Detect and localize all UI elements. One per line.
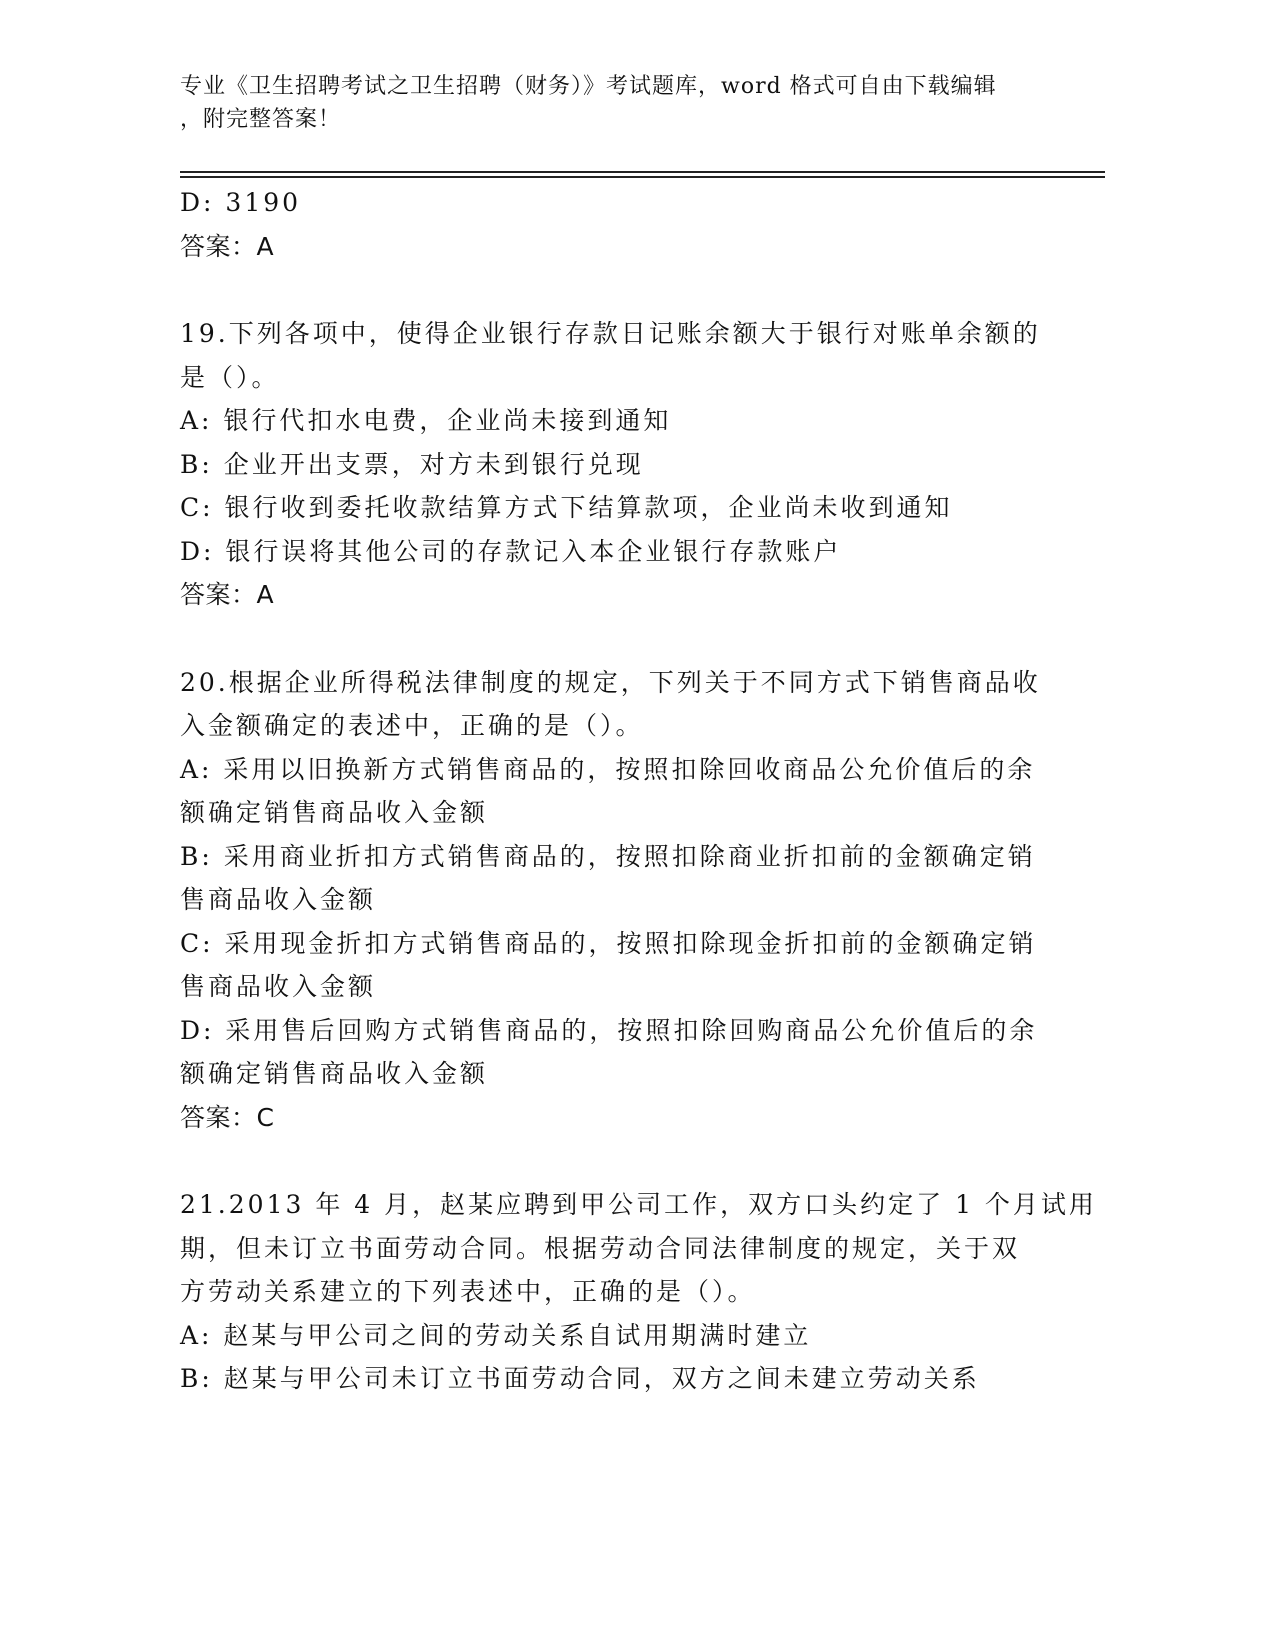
spacer [180, 617, 1050, 661]
header-line-2: ，附完整答案！ [180, 107, 342, 132]
option-c: C: 银行收到委托收款结算方式下结算款项，企业尚未收到通知 [180, 493, 953, 522]
option-d: D: 银行误将其他公司的存款记入本企业银行存款账户 [180, 536, 842, 566]
question-stem: 19.下列各项中，使得企业银行存款日记账余额大于银行对账单余额的 [180, 319, 1041, 348]
question-stem: 期，但未订立书面劳动合同。根据劳动合同法律制度的规定，关于双 [180, 1233, 1021, 1263]
spacer [180, 1139, 1050, 1183]
page-header [180, 70, 1060, 136]
question-stem: 21.2013 年 4 月，赵某应聘到甲公司工作，双方口头约定了 1 个月试用 [180, 1190, 1097, 1219]
previous-question-tail [180, 181, 1050, 268]
question-20 [180, 661, 1050, 1140]
option-c: C: 采用现金折扣方式销售商品的，按照扣除现金折扣前的金额确定销 [180, 928, 1037, 958]
option-b: 售商品收入金额 [180, 885, 377, 914]
option-a: A: 银行代扣水电费，企业尚未接到通知 [180, 406, 672, 435]
header-divider-top [180, 171, 1105, 173]
question-stem: 方劳动关系建立的下列表述中，正确的是（）。 [180, 1277, 756, 1306]
question-stem: 20.根据企业所得税法律制度的规定，下列关于不同方式下销售商品收 [180, 667, 1041, 697]
option-b: B: 企业开出支票，对方未到银行兑现 [180, 449, 644, 479]
option-b: B: 采用商业折扣方式销售商品的，按照扣除商业折扣前的金额确定销 [180, 841, 1036, 871]
question-stem: 入金额确定的表述中，正确的是（）。 [180, 711, 644, 740]
question-19 [180, 312, 1050, 617]
answer-label: 答案：A [180, 580, 275, 609]
option-d: D: 采用售后回购方式销售商品的，按照扣除回购商品公允价值后的余 [180, 1015, 1038, 1045]
option-d: D: 3190 [180, 188, 302, 217]
option-c: 售商品收入金额 [180, 972, 377, 1001]
option-a: A: 采用以旧换新方式销售商品的，按照扣除回收商品公允价值后的余 [180, 754, 1036, 784]
question-stem: 是（）。 [180, 362, 280, 392]
spacer [180, 268, 1050, 312]
option-b: B: 赵某与甲公司未订立书面劳动合同，双方之间未建立劳动关系 [180, 1364, 980, 1393]
option-a: A: 赵某与甲公司之间的劳动关系自试用期满时建立 [180, 1320, 812, 1350]
question-21 [180, 1183, 1097, 1401]
question-content [180, 181, 1097, 1401]
header-divider-bottom [180, 176, 1105, 178]
answer-label: 答案：A [180, 231, 275, 261]
header-line-1: 专业《卫生招聘考试之卫生招聘（财务）》考试题库，word 格式可自由下载编辑 [180, 74, 997, 99]
answer-label: 答案：C [180, 1102, 275, 1132]
option-d: 额确定销售商品收入金额 [180, 1059, 489, 1088]
option-a: 额确定销售商品收入金额 [180, 798, 489, 827]
